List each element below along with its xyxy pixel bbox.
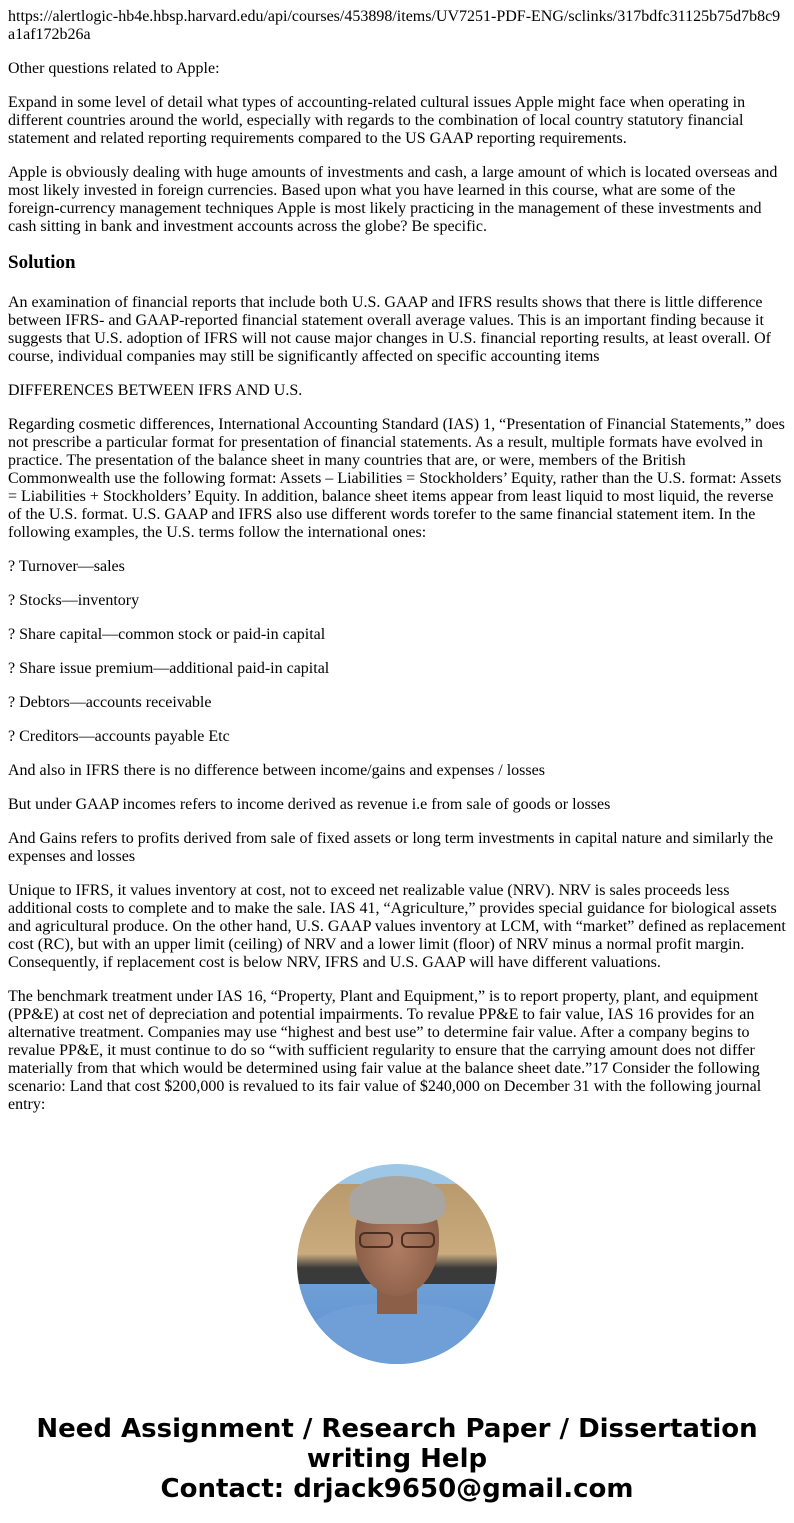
question-1: Expand in some level of detail what types of accounting-related cultural issues Apple might face when operating in different countries around the world, especially with regards to the combination of local country statutory financial statement and related reporting requirements compared to the US GAAP reporting requirements. [8,94,746,147]
avatar-glasses [359,1232,435,1250]
solution-heading: Solution [8,252,76,273]
income-gaap-paragraph: But under GAAP incomes refers to income derived as revenue i.e from sale of goods or losses [8,796,611,813]
term-item: ? Stocks—inventory [8,592,140,609]
term-item: ? Share capital—common stock or paid-in capital [8,626,326,643]
promo-tagline: Need Assignment / Research Paper / Dissertation writing Help [36,1414,758,1474]
term-item: ? Debtors—accounts receivable [8,694,212,711]
author-photo-container [0,1164,794,1364]
cosmetic-differences-paragraph: Regarding cosmetic differences, International Accounting Standard (IAS) 1, “Presentation of Financial Statements,” does not prescribe a particular format for presentation of financial statements. As a result, multiple formats have evolved in practice. The presentation of the balance sheet in many countries that are, or were, members of the British Commonwealth use the following format: Assets – Liabilities = Stockholders’ Equity, rather than the U.S. format: Assets = Liabilities + Stockholders’ Equity. In addition, balance sheet items appear from least liquid to most liquid, the reverse of the U.S. format. U.S. GAAP and IFRS also use different words torefer to the same financial statement item. In the following examples, the U.S. terms follow the international ones: [8,416,785,541]
term-item: ? Turnover—sales [8,558,125,575]
term-item: ? Share issue premium—additional paid-in capital [8,660,330,677]
ppe-paragraph: The benchmark treatment under IAS 16, “Property, Plant and Equipment,” is to report property, plant, and equipment (PP&E) at cost net of depreciation and potential impairments. To revalue PP&E to fair value, IAS 16 provides for an alternative treatment. Companies may use “highest and best use” to determine fair value. After a company begins to revalue PP&E, it must continue to do so “with sufficient regularity to ensure that the carrying amount does not differ materially from that which would be determined using fair value at the balance sheet date.”17 Consider the following scenario: Land that cost $200,000 is revalued to its fair value of $240,000 on December 31 with the following journal entry: [8,988,762,1113]
promo-banner [0,1414,794,1504]
author-avatar [297,1164,497,1364]
questions-intro: Other questions related to Apple: [8,60,220,77]
avatar-hair [349,1176,445,1224]
source-url: https://alertlogic-hb4e.hbsp.harvard.edu/api/courses/453898/items/UV7251-PDF-ENG/sclinks/317bdfc31125b75d7b8c9a1af172b26a [8,8,781,43]
solution-intro: An examination of financial reports that include both U.S. GAAP and IFRS results shows that there is little difference between IFRS- and GAAP-reported financial statement overall average values. This is an important finding because it suggests that U.S. adoption of IFRS will not cause major changes in U.S. financial reporting results, at least overall. Of course, individual companies may still be significantly affected on specific accounting items [8,294,771,365]
question-2: Apple is obviously dealing with huge amounts of investments and cash, a large amount of which is located overseas and most likely invested in foreign currencies. Based upon what you have learned in this course, what are some of the foreign-currency management techniques Apple is most likely practicing in the management of these investments and cash sitting in bank and investment accounts across the globe? Be specific. [8,164,778,235]
inventory-paragraph: Unique to IFRS, it values inventory at cost, not to exceed net realizable value (NRV). NRV is sales proceeds less additional costs to complete and to make the sale. IAS 41, “Agriculture,” provides special guidance for biological assets and agricultural produce. On the other hand, U.S. GAAP values inventory at LCM, with “market” defined as replacement cost (RC), but with an upper limit (ceiling) of NRV and a lower limit (floor) of NRV minus a normal profit margin. Consequently, if replacement cost is below NRV, IFRS and U.S. GAAP will have different valuations. [8,882,786,971]
promo-contact: Contact: drjack9650@gmail.com [160,1474,634,1504]
differences-heading: DIFFERENCES BETWEEN IFRS AND U.S. [8,382,303,399]
term-item: ? Creditors—accounts payable Etc [8,728,230,745]
gains-paragraph: And Gains refers to profits derived from sale of fixed assets or long term investments in capital nature and similarly the expenses and losses [8,830,774,865]
income-ifrs-paragraph: And also in IFRS there is no difference between income/gains and expenses / losses [8,762,545,779]
